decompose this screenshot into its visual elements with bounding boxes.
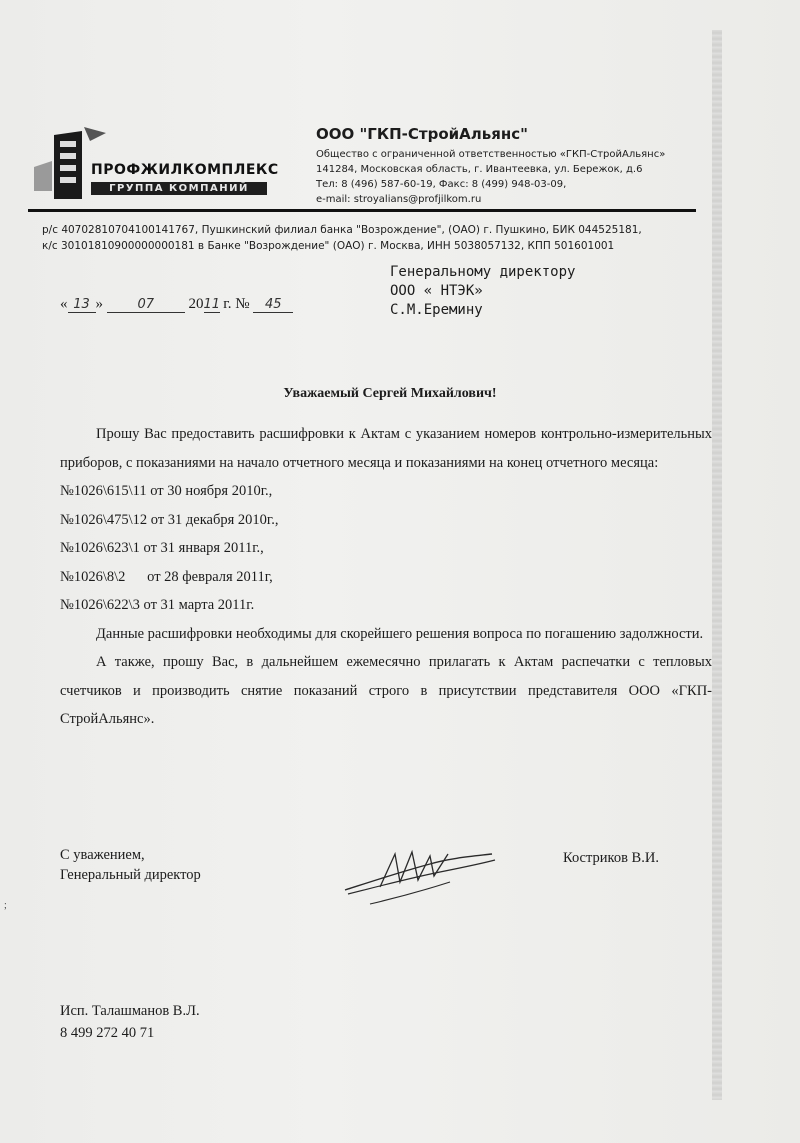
bank-line-2: к/с 30101810900000000181 в Банке "Возрождение" (ОАО) г. Москва, ИНН 5038057132, КПП 501601001 xyxy=(42,240,615,252)
date-month: 07 xyxy=(107,297,185,313)
addressee-block xyxy=(390,263,575,320)
closing-regards: С уважением, xyxy=(60,847,145,863)
company-legal-name: Общество с ограниченной ответственностью «ГКП-СтройАльянс» xyxy=(316,149,666,160)
margin-mark: ; xyxy=(4,900,7,911)
executor-phone: 8 499 272 40 71 xyxy=(60,1025,155,1041)
acts-list xyxy=(60,477,712,620)
company-email: e-mail: stroyalians@profjilkom.ru xyxy=(316,194,482,205)
salutation: Уважаемый Сергей Михайлович! xyxy=(283,386,497,401)
logo-subtitle: ГРУППА КОМПАНИЙ xyxy=(91,182,267,195)
executor-block xyxy=(60,1000,200,1044)
letter-body xyxy=(60,420,712,734)
company-name: ООО "ГКП-СтройАльянс" xyxy=(316,125,528,143)
act-item: №1026\8\2 от 28 февраля 2011г, xyxy=(60,568,273,585)
date-close-quote: » xyxy=(95,296,103,312)
date-year-prefix: 20 xyxy=(188,296,204,312)
date-year-suffix: 11 xyxy=(203,297,221,312)
addressee-position: Генеральному директору xyxy=(390,264,576,280)
date-and-number-line xyxy=(60,296,293,313)
company-address: 141284, Московская область, г. Ивантеевка, ул. Бережок, д.6 xyxy=(316,164,643,175)
company-phones: Тел: 8 (496) 587-60-19, Факс: 8 (499) 948-03-09, xyxy=(316,179,567,190)
bank-line-1: р/с 40702810704100141767, Пушкинский филиал банка "Возрождение", (ОАО) г. Пушкино, БИК 044525181, xyxy=(42,224,642,236)
body-paragraph-2: Данные расшифровки необходимы для скорейшего решения вопроса по погашению задолжности. xyxy=(96,625,704,642)
company-block xyxy=(316,125,665,207)
closing-position: Генеральный директор xyxy=(60,867,201,883)
signer-name: Костриков В.И. xyxy=(563,850,659,866)
date-number-label: г. № xyxy=(223,296,250,312)
act-item: №1026\623\1 от 31 января 2011г., xyxy=(60,540,264,556)
executor-name: Исп. Талашманов В.Л. xyxy=(60,1003,200,1019)
act-item: №1026\475\12 от 31 декабря 2010г., xyxy=(60,511,279,528)
body-paragraph-3: А также, прошу Вас, в дальнейшем ежемесячно прилагать к Актам распечатки с тепловых счетчиков и производить снятие показаний строго в присутствии представителя ООО «ГКП-СтройАльянс». xyxy=(60,654,712,727)
scan-edge-shadow xyxy=(712,30,722,1100)
handwritten-signature xyxy=(340,842,500,912)
closing-block xyxy=(60,845,201,885)
act-item: №1026\622\3 от 31 марта 2011г. xyxy=(60,597,255,613)
addressee-company: ООО « НТЭК» xyxy=(390,283,483,299)
logo-name: ПРОФЖИЛКОМПЛЕКС xyxy=(91,162,279,178)
addressee-name: С.М.Еремину xyxy=(390,302,483,318)
body-intro: Прошу Вас предоставить расшифровки к Актам с указанием номеров контрольно-измерительных приборов, с показаниями на начало отчетного месяца и показаниями на конец отчетного месяца: xyxy=(60,426,712,471)
date-day: 13 xyxy=(68,297,96,313)
header-divider xyxy=(28,209,696,212)
outgoing-number: 45 xyxy=(253,297,293,313)
bank-details xyxy=(42,222,642,254)
act-item: №1026\615\11 от 30 ноября 2010г., xyxy=(60,483,273,499)
date-open-quote: « xyxy=(60,296,68,312)
